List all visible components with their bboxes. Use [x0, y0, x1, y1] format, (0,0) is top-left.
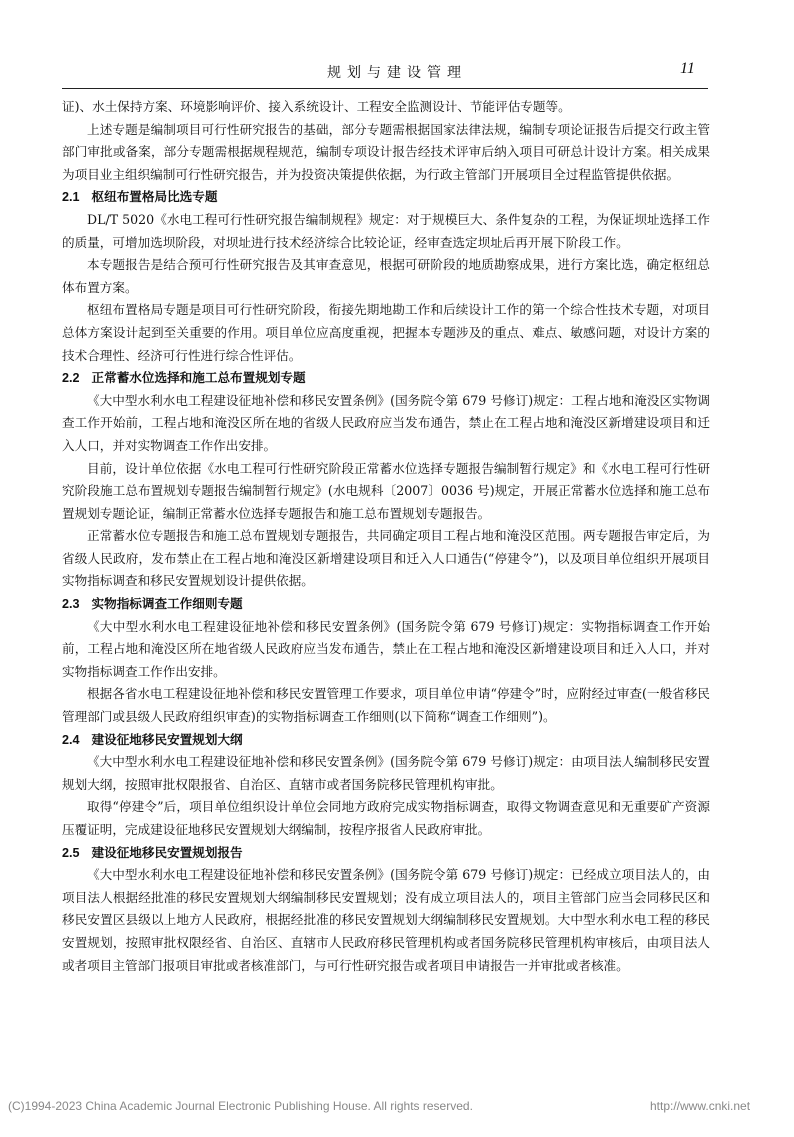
body-paragraph: 《大中型水利水电工程建设征地补偿和移民安置条例》(国务院令第 679 号修订)规定：由项目法人编制移民安置规划大纲，按照审批权限报省、自治区、直辖市或者国务院移民管理机构审批。 — [62, 754, 710, 792]
body-paragraph: DL/T 5020《水电工程可行性研究报告编制规程》规定：对于规模巨大、条件复杂的工程，为保证坝址选择工作的质量，可增加选坝阶段，对坝址进行技术经济综合比较论证，经审查选定坝址后再开展下阶段工作。 — [62, 211, 710, 250]
footer-copyright: (C)1994-2023 China Academic Journal Electronic Publishing House. All rights reserved. — [8, 1099, 473, 1113]
section-heading-2-1: 2.1 枢纽布置格局比选专题 — [62, 189, 218, 205]
body-paragraph: 《大中型水利水电工程建设征地补偿和移民安置条例》(国务院令第 679 号修订)规定：工程占地和淹没区实物调查工作开始前，工程占地和淹没区所在地的省级人民政府应当发布通告，禁止在工程占地和淹没区新增建设项目和迁入人口，并对实物调查工作作出安排。 — [62, 392, 710, 453]
body-paragraph: 证)、水土保持方案、环境影响评价、接入系统设计、工程安全监测设计、节能评估专题等。 — [62, 99, 571, 114]
body-paragraph: 《大中型水利水电工程建设征地补偿和移民安置条例》(国务院令第 679 号修订)规定：实物指标调查工作开始前，工程占地和淹没区所在地省级人民政府应当发布通告，禁止在工程占地和淹没区新增建设项目和迁入人口，并对实物指标调查工作作出安排。 — [62, 618, 710, 679]
body-paragraph: 本专题报告是结合预可行性研究报告及其审查意见，根据可研阶段的地质勘察成果，进行方案比选，确定枢纽总体布置方案。 — [62, 257, 710, 295]
footer-url[interactable]: http://www.cnki.net — [650, 1099, 751, 1113]
body-paragraph: 正常蓄水位专题报告和施工总布置规划专题报告，共同确定项目工程占地和淹没区范围。两专题报告审定后，为省级人民政府，发布禁止在工程占地和淹没区新增建设项目和迁入人口通告(“停建令”)，以及项目单位组织开展项目实物指标调查和移民安置规划设计提供依据。 — [62, 528, 710, 589]
body-paragraph: 根据各省水电工程建设征地补偿和移民安置管理工作要求，项目单位申请“停建令”时，应附经过审查(一般省移民管理部门或县级人民政府组织审查)的实物指标调查工作细则(以下简称“调查工作细则”)。 — [62, 686, 710, 725]
section-heading-2-4: 2.4 建设征地移民安置规划大纲 — [62, 731, 243, 747]
body-paragraph: 取得“停建令”后，项目单位组织设计单位会同地方政府完成实物指标调查，取得文物调查意见和无重要矿产资源压覆证明，完成建设征地移民安置规划大纲编制，按程序报省人民政府审批。 — [62, 799, 710, 837]
header-divider — [62, 88, 708, 89]
body-paragraph: 上述专题是编制项目可行性研究报告的基础，部分专题需根据国家法律法规，编制专项论证报告后提交行政主管部门审批或备案，部分专题需根据规程规范，编制专项设计报告经技术评审后纳入项目可研总计设计方案。相关成果为项目业主组织编制可行性研究报告，并为投资决策提供依据，为行政主管部门开展项目全过程监管提供依据。 — [62, 121, 710, 182]
section-heading-2-5: 2.5 建设征地移民安置规划报告 — [62, 844, 243, 860]
page-number: 11 — [680, 60, 695, 77]
running-header-title: 规划与建设管理 — [327, 65, 467, 81]
section-heading-2-2: 2.2 正常蓄水位选择和施工总布置规划专题 — [62, 370, 306, 386]
body-paragraph: 枢纽布置格局专题是项目可行性研究阶段，衔接先期地勘工作和后续设计工作的第一个综合性技术专题，对项目总体方案设计起到至关重要的作用。项目单位应高度重视，把握本专题涉及的重点、难点、敏感问题，对设计方案的技术合理性、经济可行性进行综合性评估。 — [62, 302, 710, 363]
body-paragraph: 《大中型水利水电工程建设征地补偿和移民安置条例》(国务院令第 679 号修订)规定：已经成立项目法人的，由项目法人根据经批准的移民安置规划大纲编制移民安置规划；没有成立项目法人的，项目主管部门应当会同移民区和移民安置区县级以上地方人民政府，根据经批准的移民安置规划大纲编制移民安置规划。大中型水利水电工程的移民安置规划，按照审批权限经省、自治区、直辖市人民政府移民管理机构或者国务院移民管理机构审核后，由项目法人或者项目主管部门报项目审批或者核准部门，与可行性研究报告或者项目申请报告一并审批或者核准。 — [62, 867, 710, 973]
section-heading-2-3: 2.3 实物指标调查工作细则专题 — [62, 596, 243, 612]
article-body — [62, 96, 710, 977]
body-paragraph: 目前，设计单位依据《水电工程可行性研究阶段正常蓄水位选择专题报告编制暂行规定》和《水电工程可行性研究阶段施工总布置规划专题报告编制暂行规定》(水电规科〔2007〕0036 号)规定，开展正常蓄水位选择和施工总布置规划专题论证，编制正常蓄水位选择专题报告和施工总布置规划专题报告。 — [62, 460, 710, 521]
